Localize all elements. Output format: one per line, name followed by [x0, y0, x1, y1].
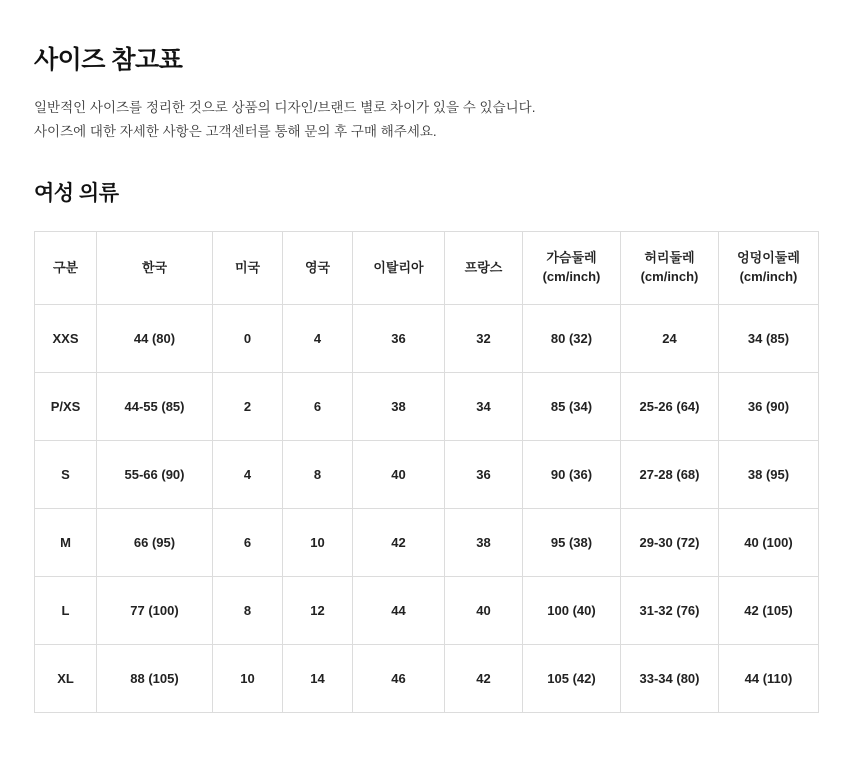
cell-usa: 2: [213, 373, 283, 441]
cell-size-label: L: [35, 577, 97, 645]
column-header-hip: [719, 232, 819, 305]
cell-bust: 100 (40): [523, 577, 621, 645]
column-header-main: 프랑스: [464, 259, 503, 275]
table-row: [35, 441, 819, 509]
cell-italy: 38: [353, 373, 445, 441]
column-header-waist: [621, 232, 719, 305]
cell-korea: 44-55 (85): [97, 373, 213, 441]
cell-uk: 6: [283, 373, 353, 441]
column-header-main: 미국: [234, 259, 261, 275]
cell-waist: 31-32 (76): [621, 577, 719, 645]
cell-korea: 55-66 (90): [97, 441, 213, 509]
table-header-row: [35, 232, 819, 305]
cell-waist: 29-30 (72): [621, 509, 719, 577]
column-header-main: 구분: [52, 259, 79, 275]
cell-france: 36: [445, 441, 523, 509]
page-title: 사이즈 참고표: [34, 46, 183, 74]
cell-italy: 44: [353, 577, 445, 645]
intro-line-2: 사이즈에 대한 자세한 사항은 고객센터를 통해 문의 후 구매 해주세요.: [34, 123, 437, 139]
cell-france: 32: [445, 305, 523, 373]
cell-waist: 27-28 (68): [621, 441, 719, 509]
cell-hip: 42 (105): [719, 577, 819, 645]
cell-size-label: XXS: [35, 305, 97, 373]
cell-bust: 105 (42): [523, 645, 621, 713]
cell-france: 40: [445, 577, 523, 645]
column-header-usa: [213, 232, 283, 305]
column-header-bust: [523, 232, 621, 305]
cell-usa: 8: [213, 577, 283, 645]
cell-france: 34: [445, 373, 523, 441]
column-header-korea: [97, 232, 213, 305]
column-header-main: 한국: [141, 259, 168, 275]
cell-bust: 90 (36): [523, 441, 621, 509]
cell-size-label: S: [35, 441, 97, 509]
cell-uk: 8: [283, 441, 353, 509]
cell-bust: 95 (38): [523, 509, 621, 577]
column-header-uk: [283, 232, 353, 305]
cell-uk: 14: [283, 645, 353, 713]
cell-uk: 10: [283, 509, 353, 577]
cell-hip: 36 (90): [719, 373, 819, 441]
cell-hip: 38 (95): [719, 441, 819, 509]
cell-size-label: P/XS: [35, 373, 97, 441]
cell-bust: 85 (34): [523, 373, 621, 441]
intro-line-1: 일반적인 사이즈를 정리한 것으로 상품의 디자인/브랜드 별로 차이가 있을 수 있습니다.: [34, 100, 536, 115]
cell-france: 42: [445, 645, 523, 713]
column-header-main: 허리둘레: [644, 250, 695, 266]
cell-hip: 40 (100): [719, 509, 819, 577]
column-header-main: 엉덩이둘레: [737, 250, 800, 266]
cell-italy: 40: [353, 441, 445, 509]
column-header-sub: (cm/inch): [542, 269, 601, 285]
table-row: [35, 645, 819, 713]
cell-hip: 34 (85): [719, 305, 819, 373]
cell-usa: 6: [213, 509, 283, 577]
column-header-france: [445, 232, 523, 305]
cell-usa: 4: [213, 441, 283, 509]
cell-france: 38: [445, 509, 523, 577]
cell-uk: 4: [283, 305, 353, 373]
cell-korea: 77 (100): [97, 577, 213, 645]
cell-korea: 66 (95): [97, 509, 213, 577]
column-header-main: 영국: [304, 259, 331, 275]
womens-apparel-size-table: [34, 231, 819, 713]
cell-waist: 33-34 (80): [621, 645, 719, 713]
column-header-sub: (cm/inch): [640, 269, 699, 285]
table-row: [35, 577, 819, 645]
table-row: [35, 509, 819, 577]
section-title-womens-apparel: 여성 의류: [34, 182, 119, 206]
cell-usa: 10: [213, 645, 283, 713]
intro-text: [34, 96, 826, 143]
column-header-main: 이탈리아: [373, 259, 424, 275]
cell-italy: 42: [353, 509, 445, 577]
cell-korea: 44 (80): [97, 305, 213, 373]
column-header-italy: [353, 232, 445, 305]
cell-size-label: XL: [35, 645, 97, 713]
cell-bust: 80 (32): [523, 305, 621, 373]
table-row: [35, 373, 819, 441]
column-header-sub: (cm/inch): [739, 269, 798, 285]
cell-italy: 46: [353, 645, 445, 713]
cell-usa: 0: [213, 305, 283, 373]
cell-waist: 24: [621, 305, 719, 373]
cell-size-label: M: [35, 509, 97, 577]
cell-hip: 44 (110): [719, 645, 819, 713]
cell-waist: 25-26 (64): [621, 373, 719, 441]
cell-italy: 36: [353, 305, 445, 373]
table-row: [35, 305, 819, 373]
cell-korea: 88 (105): [97, 645, 213, 713]
cell-uk: 12: [283, 577, 353, 645]
column-header-main: 가슴둘레: [546, 250, 597, 266]
column-header-category: [35, 232, 97, 305]
